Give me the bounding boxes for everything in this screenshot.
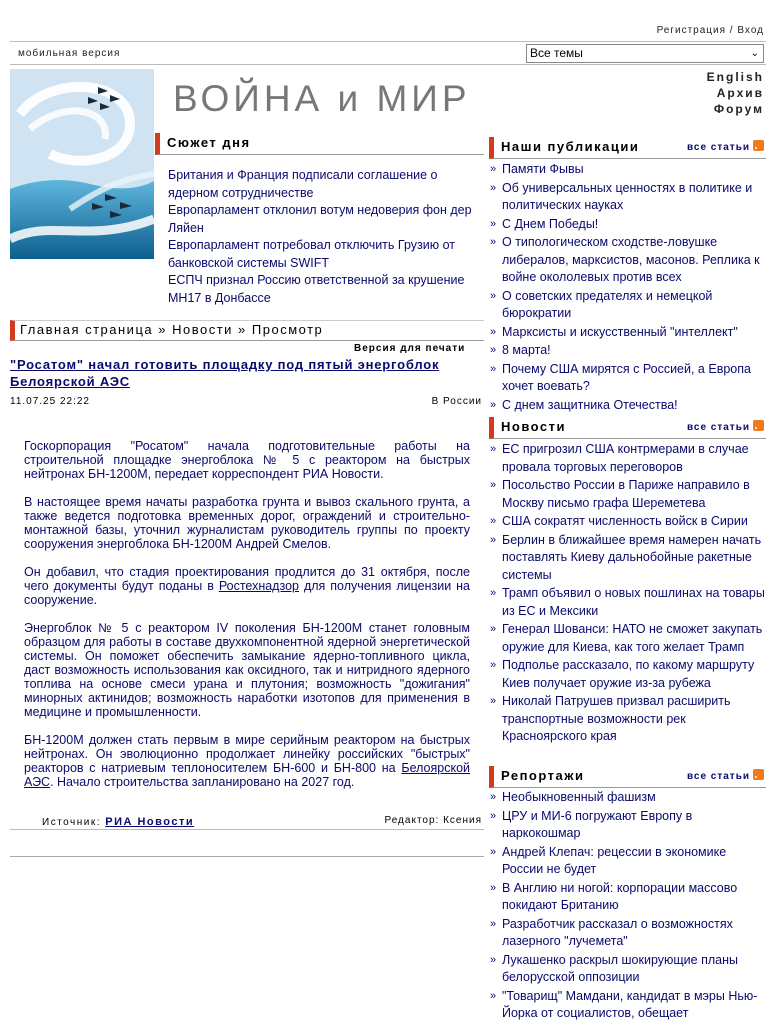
aircraft-formation-logo-icon (10, 69, 154, 259)
list-item (490, 844, 766, 879)
article-date: 11.07.25 22:22 (10, 396, 90, 407)
publication-link[interactable]: О типологическом сходстве-ловушке либералов, марксистов, масонов. Реплика к войне окололевых против всех (502, 235, 760, 284)
list-item (490, 216, 766, 234)
archive-link[interactable]: Архив (716, 86, 764, 100)
publications-all-link[interactable] (687, 138, 764, 158)
story-of-day-list (168, 167, 484, 307)
breadcrumb-news[interactable]: Новости (172, 322, 233, 337)
header-links (707, 69, 764, 117)
breadcrumb-separator: » (232, 322, 252, 337)
article-paragraph: В настоящее время начаты разработка грунта и вывоз скального грунта, а также ведется подготовка временных дорог, ограждений и строительно-монтажной базы, уточнил журналистам руководитель группы по проекту сооружения энергоблока БН-1200М Андрей Смелов. (24, 495, 470, 551)
breadcrumb-separator: » (153, 322, 173, 337)
breadcrumb-home[interactable]: Главная страница (20, 322, 154, 337)
story-of-day-title: Сюжет дня (167, 135, 251, 150)
news-link[interactable]: Генерал Шованси: НАТО не сможет закупать оружие для Киева, как того желает Трамп (502, 622, 763, 654)
news-list (490, 441, 766, 747)
article-region-link[interactable]: В России (431, 396, 482, 407)
rss-icon[interactable] (753, 769, 764, 780)
story-item[interactable]: Британия и Франция подписали соглашение о ядерном сотрудничестве (168, 168, 438, 200)
list-item (490, 621, 766, 656)
story-item[interactable]: Европарламент отклонил вотум недоверия фон дер Ляйен (168, 203, 472, 235)
reports-title: Репортажи (501, 768, 585, 783)
report-link[interactable]: ЦРУ и МИ-6 погружают Европу в наркокошмар (502, 808, 693, 840)
article-text: для получения лицензии на сооружение. (24, 579, 470, 607)
news-title: Новости (501, 419, 567, 434)
rss-icon[interactable] (753, 140, 764, 151)
report-link[interactable]: Андрей Клепач: рецессии в экономике России не будет (502, 844, 727, 876)
list-item (490, 477, 766, 512)
all-articles-label: все статьи (686, 142, 750, 153)
news-link[interactable]: Берлин в ближайшее время намерен начать поставлять Киеву дальнобойные ракетные системы (502, 532, 762, 582)
article-editor: Редактор: Ксения (384, 815, 482, 826)
breadcrumb-current: Просмотр (251, 322, 324, 337)
publication-link[interactable]: Марксисты и искусственный "интеллект" (502, 324, 738, 339)
list-item (490, 808, 766, 843)
publications-title: Наши публикации (501, 139, 640, 154)
all-articles-label: все статьи (686, 771, 750, 782)
list-item (490, 952, 766, 987)
list-item (490, 657, 766, 692)
article-paragraph: Госкорпорация "Росатом" начала подготовительные работы на строительной площадке энергоблока № 5 с реактором на быстрых нейтронах БН-1200М, передает корреспондент РИА Новости. (24, 439, 470, 481)
publications-header (489, 137, 766, 159)
beloyarsk-npp-link[interactable]: Белоярской АЭС (24, 761, 470, 789)
publication-link[interactable]: Памяти Фывы (502, 162, 584, 176)
list-item (490, 161, 766, 179)
account-links (657, 25, 764, 36)
list-item (490, 324, 766, 342)
chevron-down-icon: ⌄ (750, 48, 759, 59)
reports-header (489, 766, 766, 788)
list-item (490, 693, 766, 746)
publication-link[interactable]: О советских предателях и немецкой бюрократии (502, 288, 713, 320)
story-of-day-header (155, 133, 484, 155)
story-item[interactable]: ЕСПЧ признал Россию ответственной за крушение MH17 в Донбассе (168, 273, 465, 305)
list-item (490, 342, 766, 360)
rss-icon[interactable] (753, 420, 764, 431)
article-text: . Начало строительства запланировано на 2027 год. (50, 775, 355, 789)
news-all-link[interactable] (687, 418, 764, 438)
list-item (490, 988, 766, 1023)
news-link[interactable]: Николай Патрушев призвал расширить транспортные возможности рек Красноярского края (502, 694, 731, 743)
article-paragraph (24, 733, 470, 789)
divider (10, 829, 484, 830)
divider (10, 856, 484, 857)
forum-link[interactable]: Форум (713, 102, 764, 116)
list-item (490, 513, 766, 531)
news-link[interactable]: Подполье рассказало, по какому маршруту Киев получает оружие из-за рубежа (502, 658, 755, 690)
list-item (490, 532, 766, 585)
list-item (490, 916, 766, 951)
report-link[interactable]: Лукашенко раскрыл шокирующие планы белорусской оппозиции (502, 952, 738, 984)
news-header (489, 417, 766, 439)
news-link[interactable]: ЕС пригрозил США контрмерами в случае провала торговых переговоров (502, 442, 749, 474)
source-label: Источник: (42, 817, 101, 828)
publication-link[interactable]: 8 марта! (502, 343, 551, 357)
breadcrumb (10, 320, 484, 341)
article-paragraph (24, 565, 470, 607)
article-text: Он добавил, что стадия проектирования продлится до 31 октября, после чего документы будут поданы в (24, 565, 470, 593)
publication-link[interactable]: Об универсальных ценностях в политике и политических науках (502, 180, 753, 212)
report-link[interactable]: В Англию ни ногой: корпорации массово покидают Британию (502, 880, 738, 912)
topic-select-value: Все темы (530, 46, 583, 60)
publication-link[interactable]: С днем защитника Отечества! (502, 397, 678, 412)
all-articles-label: все статьи (686, 422, 750, 433)
list-item (490, 397, 766, 415)
list-item (490, 361, 766, 396)
site-title: ВОЙНА и МИР (173, 78, 471, 119)
news-link[interactable]: Посольство России в Париже направило в Москву письмо графа Шереметева (502, 478, 750, 510)
print-version-link[interactable]: Версия для печати (354, 343, 466, 354)
list-item (490, 880, 766, 915)
english-link[interactable]: English (706, 70, 764, 84)
topic-select[interactable] (526, 44, 764, 63)
article-paragraph: Энергоблок № 5 с реактором IV поколения БН-1200М станет головным образцом для работы в составе двухкомпонентной ядерной энергетической системы. Он поможет обеспечить замыкание ядерно-топливного цикла, даст возможность использования как оксидного, так и нитридного ядерного топлива на основе смеси урана и плутония; возможность "дожигания" минорных актинидов; возможность наработки изотопов для применения в медицине и промышленности. (24, 621, 470, 719)
news-link[interactable]: Трамп объявил о новых пошлинах на товары из ЕС и Мексики (502, 586, 765, 618)
list-item (490, 441, 766, 476)
report-link[interactable]: Разработчик рассказал о возможностях лазерного "лучемета" (502, 916, 733, 948)
publication-link[interactable]: Почему США мирятся с Россией, а Европа хочет воевать? (502, 361, 751, 393)
publications-list (490, 161, 766, 415)
report-link[interactable]: Необыкновенный фашизм (502, 790, 656, 804)
list-item (490, 789, 766, 807)
list-item (490, 288, 766, 323)
list-item (490, 180, 766, 215)
reports-list (490, 789, 766, 1024)
publication-link[interactable]: С Днем Победы! (502, 216, 599, 231)
top-bar (10, 41, 766, 65)
register-link[interactable]: Регистрация (656, 25, 727, 36)
mobile-version-link[interactable]: мобильная версия (18, 48, 121, 59)
reports-all-link[interactable] (687, 767, 764, 787)
news-link[interactable]: США сократят численность войск в Сирии (502, 514, 748, 528)
account-links-separator: / (726, 25, 738, 36)
site-logo[interactable] (10, 69, 154, 259)
article-body (24, 439, 470, 803)
article-source (42, 816, 194, 828)
article-title[interactable]: "Росатом" начал готовить площадку под пятый энергоблок Белоярской АЭС (10, 357, 440, 389)
list-item (490, 585, 766, 620)
login-link[interactable]: Вход (737, 25, 764, 36)
source-link[interactable]: РИА Новости (105, 816, 195, 828)
list-item (490, 234, 766, 287)
article-text: БН-1200М должен стать первым в мире серийным реактором на быстрых нейтронах. Он эволюционно продолжает линейку российских "быстрых" реакторов с натриевым теплоносителем БН-600 и БН-800 на (24, 733, 470, 775)
story-item[interactable]: Европарламент потребовал отключить Грузию от банковской системы SWIFT (168, 238, 455, 270)
report-link[interactable]: "Товарищ" Мамдани, кандидат в мэры Нью-Йорка от социалистов, обещает (502, 988, 758, 1020)
rostekhnadzor-link[interactable]: Ростехнадзор (218, 579, 299, 593)
